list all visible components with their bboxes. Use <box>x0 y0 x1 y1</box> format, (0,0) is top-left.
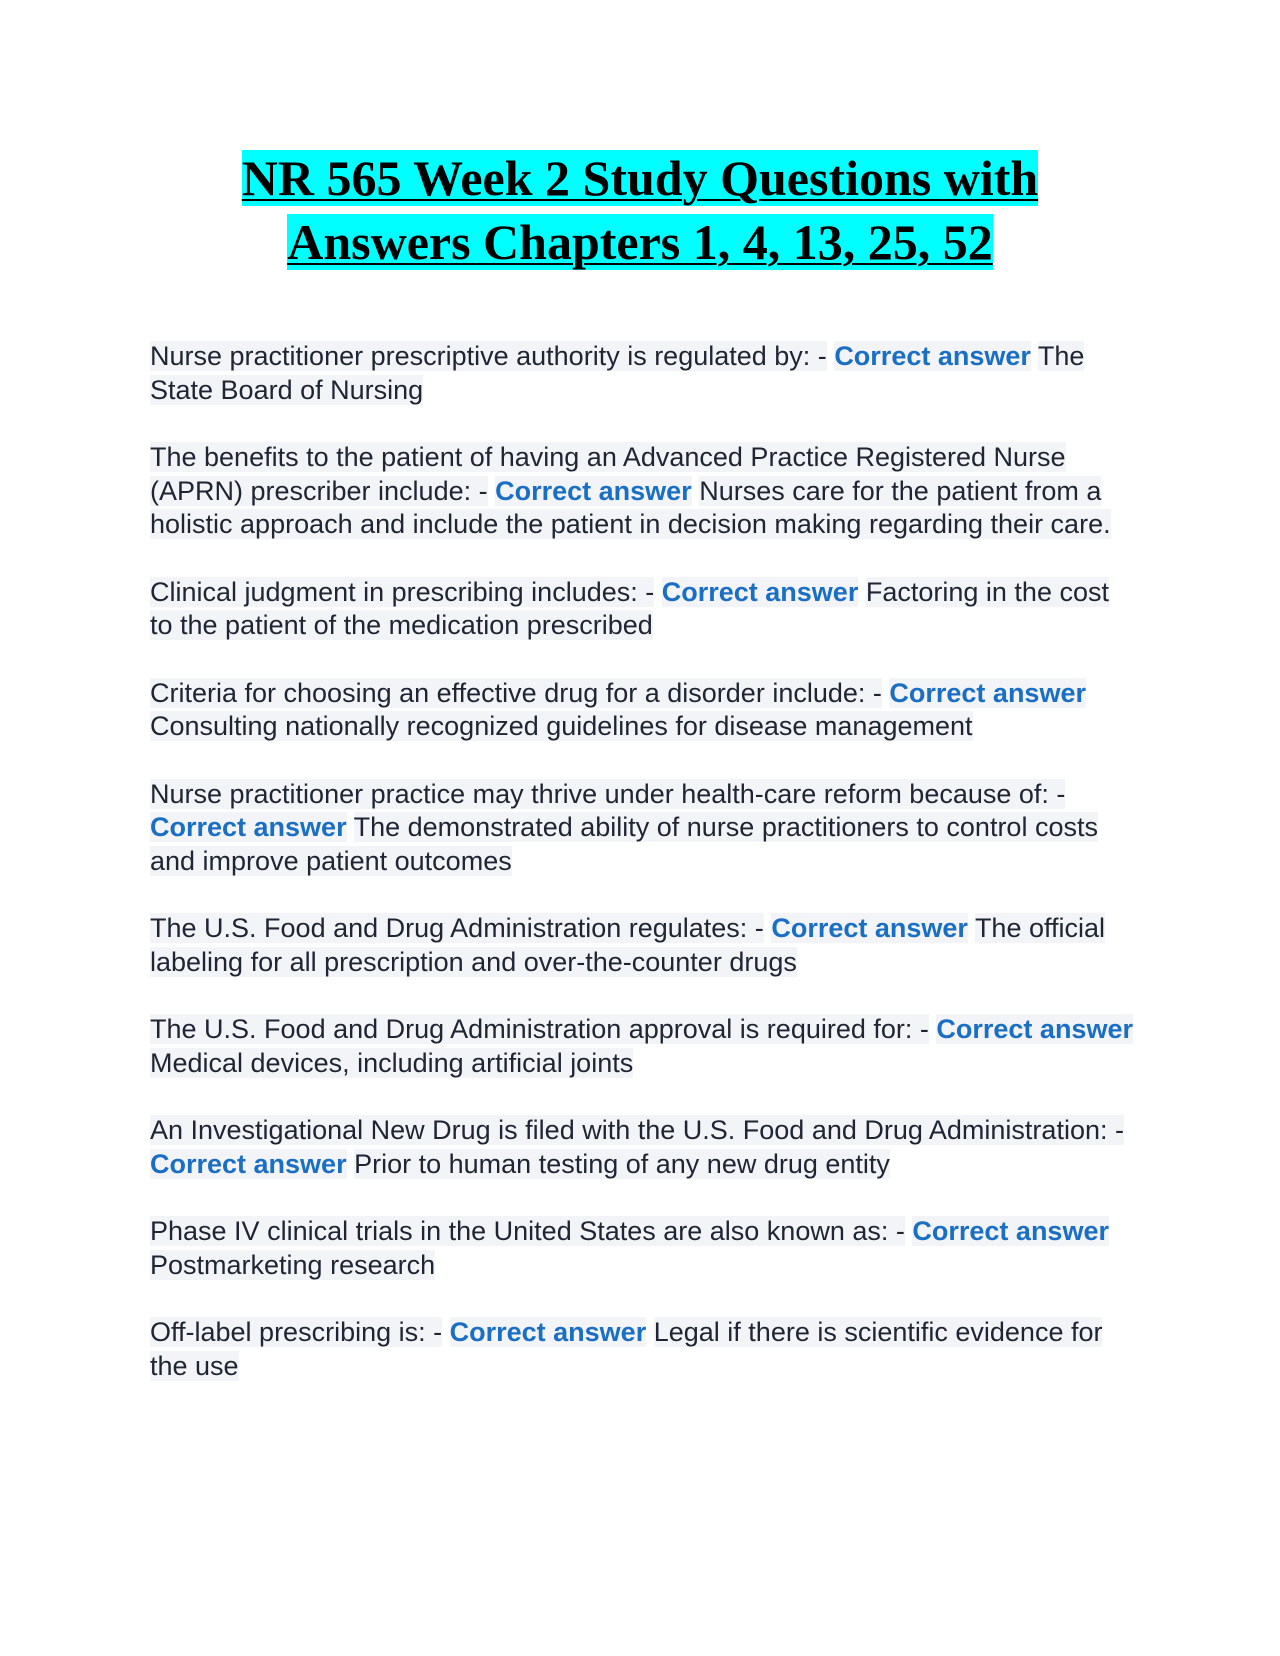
correct-answer-label: Correct answer <box>771 913 968 943</box>
question-text: Nurse practitioner prescriptive authority is regulated by: - <box>150 341 827 371</box>
question-text: Criteria for choosing an effective drug for a disorder include: - <box>150 677 882 708</box>
qa-item <box>150 340 1135 407</box>
correct-answer-label: Correct answer <box>936 1014 1133 1044</box>
answer-text: Postmarketing research <box>150 1249 436 1280</box>
answer-text: Nurses care for the patient from a holistic approach and include the patient in decision making regarding their care. <box>150 475 1111 539</box>
correct-answer-label: Correct answer <box>495 475 692 506</box>
qa-item <box>150 1215 1135 1282</box>
correct-answer-label: Correct answer <box>150 1148 347 1179</box>
question-text: The U.S. Food and Drug Administration approval is required for: - <box>150 1014 929 1044</box>
question-text: Off-label prescribing is: - <box>150 1317 443 1347</box>
question-text: Nurse practitioner practice may thrive under health-care reform because of: - <box>150 778 1066 809</box>
qa-item <box>150 912 1135 979</box>
qa-item <box>150 1013 1135 1080</box>
answer-text: Medical devices, including artificial joints <box>150 1047 634 1078</box>
answer-text: The official labeling for all prescription and over-the-counter drugs <box>150 913 1106 977</box>
question-text: Phase IV clinical trials in the United States are also known as: - <box>150 1216 905 1246</box>
question-text: The U.S. Food and Drug Administration regulates: - <box>150 913 764 943</box>
correct-answer-label: Correct answer <box>912 1216 1109 1246</box>
qa-list <box>150 340 1135 1417</box>
correct-answer-label: Correct answer <box>889 677 1086 708</box>
title-line-1: NR 565 Week 2 Study Questions with <box>241 150 1039 206</box>
qa-item <box>150 1316 1135 1383</box>
title-line-2: Answers Chapters 1, 4, 13, 25, 52 <box>287 214 993 270</box>
answer-text: Prior to human testing of any new drug entity <box>354 1148 890 1179</box>
qa-item <box>150 441 1135 542</box>
question-text: The benefits to the patient of having an Advanced Practice Registered Nurse (APRN) prescriber include: - <box>150 442 1066 506</box>
answer-text: The demonstrated ability of nurse practitioners to control costs and improve patient outcomes <box>150 812 1098 876</box>
answer-text: Factoring in the cost to the patient of the medication prescribed <box>150 576 1109 640</box>
qa-item <box>150 677 1135 744</box>
correct-answer-label: Correct answer <box>150 812 347 842</box>
correct-answer-label: Correct answer <box>834 341 1031 371</box>
answer-text: Consulting nationally recognized guidelines for disease management <box>150 711 973 741</box>
correct-answer-label: Correct answer <box>661 576 859 607</box>
qa-item <box>150 778 1135 879</box>
qa-item <box>150 1114 1135 1181</box>
qa-item <box>150 576 1135 643</box>
answer-text: Legal if there is scientific evidence for the use <box>150 1317 1103 1381</box>
question-text: Clinical judgment in prescribing includes: - <box>150 576 655 607</box>
answer-text: The State Board of Nursing <box>150 341 1085 405</box>
correct-answer-label: Correct answer <box>449 1317 647 1347</box>
page-title <box>150 146 1130 274</box>
question-text: An Investigational New Drug is filed with the U.S. Food and Drug Administration: - <box>150 1115 1124 1145</box>
